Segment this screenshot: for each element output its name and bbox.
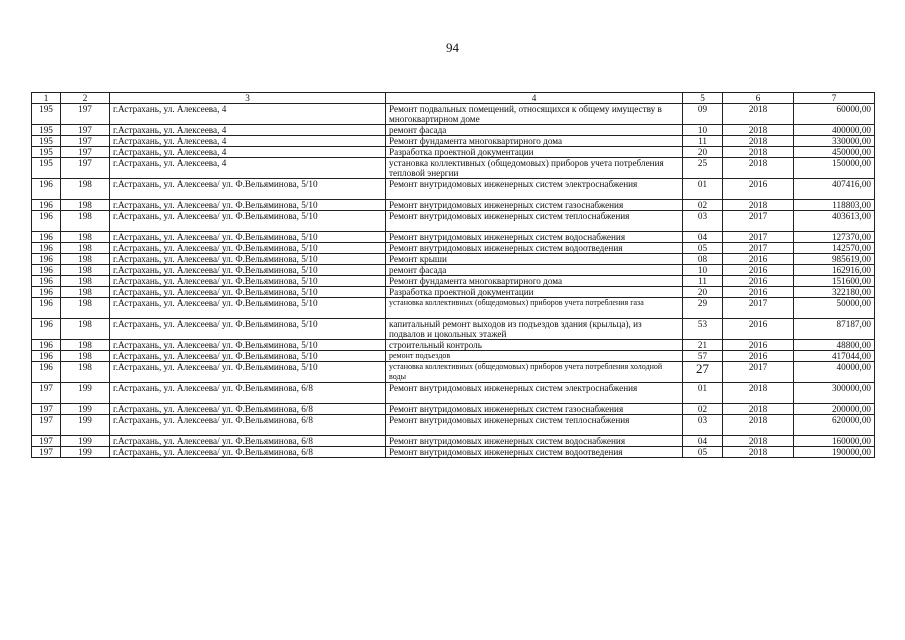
- house-number-cell: 197: [61, 158, 110, 179]
- house-number-cell: 199: [61, 436, 110, 447]
- work-type-cell: Разработка проектной документации: [386, 287, 683, 298]
- object-number-cell: 196: [32, 287, 61, 298]
- work-type-cell: Ремонт подвальных помещений, относящихся к общему имуществу в многоквартирном доме: [386, 104, 683, 125]
- work-code-cell: 57: [683, 351, 723, 362]
- page-number: 94: [446, 40, 459, 55]
- house-number-cell: 198: [61, 276, 110, 287]
- work-type-cell: Ремонт фундамента многоквартирного дома: [386, 136, 683, 147]
- column-header: 1: [32, 93, 61, 104]
- amount-cell: 450000,00: [794, 147, 875, 158]
- column-header: 2: [61, 93, 110, 104]
- address-cell: г.Астрахань, ул. Алексеева/ ул. Ф.Вельяминова, 5/10: [110, 351, 386, 362]
- address-cell: г.Астрахань, ул. Алексеева/ ул. Ф.Вельяминова, 5/10: [110, 265, 386, 276]
- year-cell: 2018: [723, 158, 794, 179]
- amount-cell: 620000,00: [794, 415, 875, 436]
- object-number-cell: 196: [32, 243, 61, 254]
- work-code-cell: 11: [683, 276, 723, 287]
- table-row: [32, 243, 875, 254]
- table-row: [32, 362, 875, 383]
- table-row: [32, 383, 875, 404]
- column-header: 6: [723, 93, 794, 104]
- work-code-cell: 27: [683, 362, 723, 383]
- work-code-cell: 21: [683, 340, 723, 351]
- amount-cell: 985619,00: [794, 254, 875, 265]
- year-cell: 2016: [723, 319, 794, 340]
- work-type-cell: Ремонт крыши: [386, 254, 683, 265]
- address-cell: г.Астрахань, ул. Алексеева/ ул. Ф.Вельяминова, 5/10: [110, 276, 386, 287]
- address-cell: г.Астрахань, ул. Алексеева/ ул. Ф.Вельяминова, 5/10: [110, 362, 386, 383]
- year-cell: 2016: [723, 351, 794, 362]
- table-row: [32, 415, 875, 436]
- work-type-cell: Ремонт внутридомовых инженерных систем электроснабжения: [386, 179, 683, 200]
- table-row: [32, 211, 875, 232]
- year-cell: 2018: [723, 436, 794, 447]
- house-number-cell: 198: [61, 243, 110, 254]
- amount-cell: 407416,00: [794, 179, 875, 200]
- house-number-cell: 198: [61, 200, 110, 211]
- registry-body: [32, 104, 875, 458]
- year-cell: 2018: [723, 200, 794, 211]
- work-code-cell: 01: [683, 179, 723, 200]
- column-header: 3: [110, 93, 386, 104]
- amount-cell: 322180,00: [794, 287, 875, 298]
- amount-cell: 200000,00: [794, 404, 875, 415]
- house-number-cell: 198: [61, 362, 110, 383]
- table-row: [32, 254, 875, 265]
- object-number-cell: 195: [32, 147, 61, 158]
- table-row: [32, 404, 875, 415]
- address-cell: г.Астрахань, ул. Алексеева/ ул. Ф.Вельяминова, 5/10: [110, 254, 386, 265]
- address-cell: г.Астрахань, ул. Алексеева/ ул. Ф.Вельяминова, 6/8: [110, 415, 386, 436]
- amount-cell: 142570,00: [794, 243, 875, 254]
- object-number-cell: 196: [32, 298, 61, 319]
- object-number-cell: 196: [32, 254, 61, 265]
- work-type-cell: установка коллективных (общедомовых) приборов учета потребления газа: [386, 298, 683, 319]
- house-number-cell: 197: [61, 136, 110, 147]
- year-cell: 2018: [723, 415, 794, 436]
- work-code-cell: 20: [683, 287, 723, 298]
- address-cell: г.Астрахань, ул. Алексеева/ ул. Ф.Вельяминова, 5/10: [110, 340, 386, 351]
- address-cell: г.Астрахань, ул. Алексеева/ ул. Ф.Вельяминова, 5/10: [110, 287, 386, 298]
- object-number-cell: 196: [32, 232, 61, 243]
- work-code-cell: 03: [683, 415, 723, 436]
- table-row: [32, 125, 875, 136]
- object-number-cell: 195: [32, 125, 61, 136]
- year-cell: 2016: [723, 254, 794, 265]
- address-cell: г.Астрахань, ул. Алексеева/ ул. Ф.Вельяминова, 5/10: [110, 211, 386, 232]
- work-type-cell: Ремонт внутридомовых инженерных систем водоотведения: [386, 243, 683, 254]
- object-number-cell: 196: [32, 276, 61, 287]
- year-cell: 2018: [723, 136, 794, 147]
- amount-cell: 48800,00: [794, 340, 875, 351]
- year-cell: 2017: [723, 362, 794, 383]
- table-row: [32, 136, 875, 147]
- work-code-cell: 02: [683, 404, 723, 415]
- object-number-cell: 197: [32, 436, 61, 447]
- table-row: [32, 351, 875, 362]
- work-type-cell: установка коллективных (общедомовых) приборов учета потребления тепловой энергии: [386, 158, 683, 179]
- amount-cell: 403613,00: [794, 211, 875, 232]
- amount-cell: 162916,00: [794, 265, 875, 276]
- address-cell: г.Астрахань, ул. Алексеева/ ул. Ф.Вельяминова, 5/10: [110, 179, 386, 200]
- amount-cell: 87187,00: [794, 319, 875, 340]
- address-cell: г.Астрахань, ул. Алексеева/ ул. Ф.Вельяминова, 6/8: [110, 383, 386, 404]
- house-number-cell: 198: [61, 254, 110, 265]
- object-number-cell: 197: [32, 383, 61, 404]
- house-number-cell: 197: [61, 104, 110, 125]
- year-cell: 2016: [723, 276, 794, 287]
- amount-cell: 150000,00: [794, 158, 875, 179]
- house-number-cell: 198: [61, 319, 110, 340]
- object-number-cell: 195: [32, 136, 61, 147]
- amount-cell: 151600,00: [794, 276, 875, 287]
- table-row: [32, 104, 875, 125]
- address-cell: г.Астрахань, ул. Алексеева/ ул. Ф.Вельяминова, 5/10: [110, 319, 386, 340]
- house-number-cell: 199: [61, 415, 110, 436]
- work-type-cell: Ремонт внутридомовых инженерных систем газоснабжения: [386, 404, 683, 415]
- work-code-cell: 20: [683, 147, 723, 158]
- year-cell: 2017: [723, 298, 794, 319]
- address-cell: г.Астрахань, ул. Алексеева, 4: [110, 147, 386, 158]
- amount-cell: 400000,00: [794, 125, 875, 136]
- table-row: [32, 447, 875, 458]
- house-number-cell: 198: [61, 298, 110, 319]
- house-number-cell: 198: [61, 287, 110, 298]
- year-cell: 2018: [723, 404, 794, 415]
- address-cell: г.Астрахань, ул. Алексеева/ ул. Ф.Вельяминова, 6/8: [110, 447, 386, 458]
- year-cell: 2018: [723, 447, 794, 458]
- work-code-cell: 01: [683, 383, 723, 404]
- amount-cell: 190000,00: [794, 447, 875, 458]
- work-code-cell: 29: [683, 298, 723, 319]
- object-number-cell: 197: [32, 415, 61, 436]
- table-row: [32, 340, 875, 351]
- amount-cell: 60000,00: [794, 104, 875, 125]
- year-cell: 2018: [723, 125, 794, 136]
- work-type-cell: капитальный ремонт выходов из подъездов здания (крыльца), из подвалов и цокольных этажей: [386, 319, 683, 340]
- work-code-cell: 53: [683, 319, 723, 340]
- work-type-cell: ремонт подъездов: [386, 351, 683, 362]
- work-type-cell: Ремонт внутридомовых инженерных систем газоснабжения: [386, 200, 683, 211]
- year-cell: 2018: [723, 383, 794, 404]
- work-code-cell: 02: [683, 200, 723, 211]
- work-type-cell: ремонт фасада: [386, 125, 683, 136]
- table-row: [32, 276, 875, 287]
- work-type-cell: Ремонт внутридомовых инженерных систем теплоснабжения: [386, 211, 683, 232]
- year-cell: 2018: [723, 104, 794, 125]
- object-number-cell: 195: [32, 104, 61, 125]
- work-type-cell: строительный контроль: [386, 340, 683, 351]
- house-number-cell: 198: [61, 340, 110, 351]
- work-type-cell: Ремонт внутридомовых инженерных систем водоотведения: [386, 447, 683, 458]
- work-type-cell: установка коллективных (общедомовых) приборов учета потребления холодной воды: [386, 362, 683, 383]
- house-number-cell: 198: [61, 232, 110, 243]
- year-cell: 2017: [723, 232, 794, 243]
- work-type-cell: Ремонт внутридомовых инженерных систем электроснабжения: [386, 383, 683, 404]
- object-number-cell: 196: [32, 265, 61, 276]
- work-code-cell: 25: [683, 158, 723, 179]
- year-cell: 2016: [723, 179, 794, 200]
- house-number-cell: 199: [61, 447, 110, 458]
- address-cell: г.Астрахань, ул. Алексеева, 4: [110, 136, 386, 147]
- object-number-cell: 196: [32, 362, 61, 383]
- column-header: 5: [683, 93, 723, 104]
- object-number-cell: 196: [32, 319, 61, 340]
- object-number-cell: 196: [32, 179, 61, 200]
- table-row: [32, 319, 875, 340]
- table-row: [32, 147, 875, 158]
- house-number-cell: 198: [61, 179, 110, 200]
- address-cell: г.Астрахань, ул. Алексеева/ ул. Ф.Вельяминова, 5/10: [110, 298, 386, 319]
- table-row: [32, 298, 875, 319]
- house-number-cell: 199: [61, 404, 110, 415]
- table-row: [32, 179, 875, 200]
- house-number-cell: 197: [61, 147, 110, 158]
- column-header: 4: [386, 93, 683, 104]
- work-code-cell: 11: [683, 136, 723, 147]
- object-number-cell: 197: [32, 447, 61, 458]
- address-cell: г.Астрахань, ул. Алексеева/ ул. Ф.Вельяминова, 5/10: [110, 232, 386, 243]
- work-code-cell: 08: [683, 254, 723, 265]
- work-type-cell: Разработка проектной документации: [386, 147, 683, 158]
- year-cell: 2016: [723, 265, 794, 276]
- work-type-cell: Ремонт внутридомовых инженерных систем теплоснабжения: [386, 415, 683, 436]
- work-type-cell: Ремонт внутридомовых инженерных систем водоснабжения: [386, 232, 683, 243]
- work-code-cell: 10: [683, 265, 723, 276]
- address-cell: г.Астрахань, ул. Алексеева/ ул. Ф.Вельяминова, 6/8: [110, 404, 386, 415]
- work-code-cell: 03: [683, 211, 723, 232]
- year-cell: 2017: [723, 211, 794, 232]
- amount-cell: 40000,00: [794, 362, 875, 383]
- work-code-cell: 05: [683, 243, 723, 254]
- object-number-cell: 196: [32, 211, 61, 232]
- house-number-cell: 198: [61, 265, 110, 276]
- work-type-cell: Ремонт внутридомовых инженерных систем водоснабжения: [386, 436, 683, 447]
- work-code-cell: 09: [683, 104, 723, 125]
- repair-registry-table: [31, 92, 875, 458]
- address-cell: г.Астрахань, ул. Алексеева/ ул. Ф.Вельяминова, 5/10: [110, 200, 386, 211]
- year-cell: 2016: [723, 287, 794, 298]
- object-number-cell: 196: [32, 200, 61, 211]
- column-header: 7: [794, 93, 875, 104]
- amount-cell: 118803,00: [794, 200, 875, 211]
- house-number-cell: 199: [61, 383, 110, 404]
- work-type-cell: ремонт фасада: [386, 265, 683, 276]
- address-cell: г.Астрахань, ул. Алексеева, 4: [110, 158, 386, 179]
- object-number-cell: 197: [32, 404, 61, 415]
- address-cell: г.Астрахань, ул. Алексеева/ ул. Ф.Вельяминова, 6/8: [110, 436, 386, 447]
- year-cell: 2016: [723, 340, 794, 351]
- work-type-cell: Ремонт фундамента многоквартирного дома: [386, 276, 683, 287]
- object-number-cell: 195: [32, 158, 61, 179]
- year-cell: 2017: [723, 243, 794, 254]
- address-cell: г.Астрахань, ул. Алексеева, 4: [110, 104, 386, 125]
- amount-cell: 50000,00: [794, 298, 875, 319]
- house-number-cell: 198: [61, 211, 110, 232]
- amount-cell: 160000,00: [794, 436, 875, 447]
- work-code-cell: 05: [683, 447, 723, 458]
- amount-cell: 127370,00: [794, 232, 875, 243]
- work-code-cell: 04: [683, 232, 723, 243]
- year-cell: 2018: [723, 147, 794, 158]
- amount-cell: 300000,00: [794, 383, 875, 404]
- table-row: [32, 287, 875, 298]
- table-row: [32, 265, 875, 276]
- address-cell: г.Астрахань, ул. Алексеева, 4: [110, 125, 386, 136]
- object-number-cell: 196: [32, 340, 61, 351]
- table-row: [32, 436, 875, 447]
- work-code-cell: 04: [683, 436, 723, 447]
- work-code-cell: 10: [683, 125, 723, 136]
- address-cell: г.Астрахань, ул. Алексеева/ ул. Ф.Вельяминова, 5/10: [110, 243, 386, 254]
- house-number-cell: 197: [61, 125, 110, 136]
- object-number-cell: 196: [32, 351, 61, 362]
- table-row: [32, 200, 875, 211]
- table-row: [32, 158, 875, 179]
- house-number-cell: 198: [61, 351, 110, 362]
- amount-cell: 417044,00: [794, 351, 875, 362]
- column-number-header-row: [32, 93, 875, 104]
- table-row: [32, 232, 875, 243]
- amount-cell: 330000,00: [794, 136, 875, 147]
